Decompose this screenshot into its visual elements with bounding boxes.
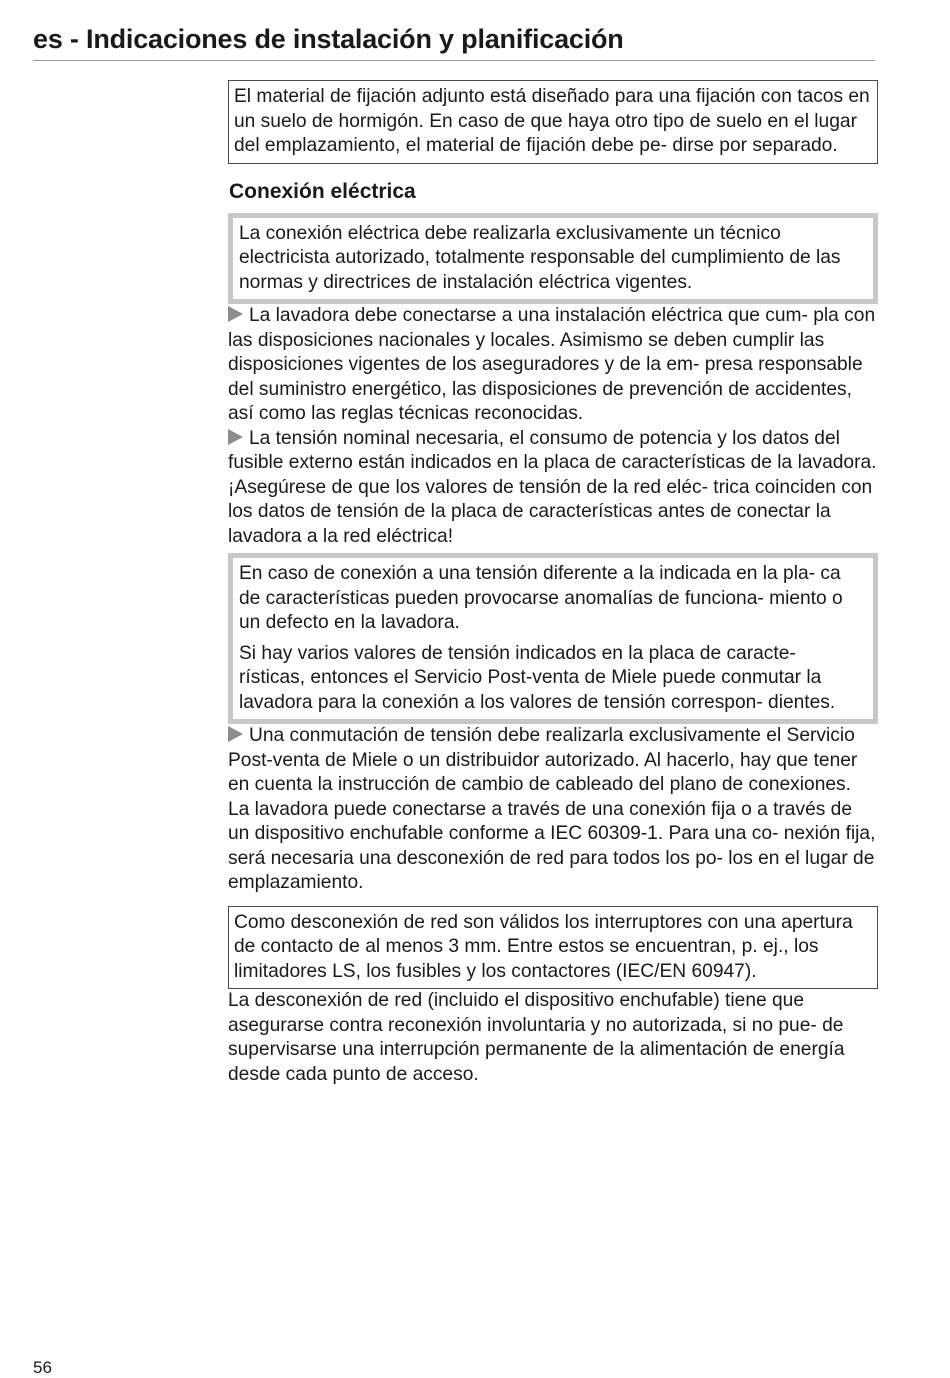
instruction-text: Una conmutación de tensión debe realizarla exclusivamente el Servicio Post-venta de Miele o un distribuidor autorizado. Al hacerlo, hay que tener en cuenta la instrucción de cambio de cableado del plano de conexiones.	[228, 725, 858, 795]
arrow-right-icon	[228, 306, 243, 322]
instruction-item	[228, 427, 878, 550]
electrician-warning-box	[228, 213, 878, 305]
warning-text: La conexión eléctrica debe realizarla exclusivamente un técnico electricista autorizado, totalmente responsable del cumplimiento de las normas y directrices de instalación eléctrica vigentes.	[239, 222, 841, 293]
instruction-text: La tensión nominal necesaria, el consumo de potencia y los datos del fusible externo están indicados en la placa de características de la lavadora. ¡Asegúrese de que los valores de tensión de la red eléc- trica coinciden con los datos de tensión de la placa de características antes de conectar la lavadora a la red eléctrica!	[228, 427, 877, 547]
main-content	[228, 80, 878, 1087]
instruction-item	[228, 304, 878, 427]
disconnect-note	[228, 906, 878, 990]
instruction-item	[228, 724, 878, 798]
arrow-right-icon	[228, 429, 243, 445]
voltage-warning-box	[228, 553, 878, 724]
note-text: Como desconexión de red son válidos los interruptores con una apertura de contacto de al menos 3 mm. Entre estos se encuentran, p. ej., los limitadores LS, los fusibles y los contactores (IEC/EN 60947).	[234, 911, 853, 982]
section-heading: Conexión eléctrica	[229, 179, 416, 203]
body-paragraph: La lavadora puede conectarse a través de una conexión fija o a través de un dispositivo enchufable conforme a IEC 60309-1. Para una co- nexión fija, será necesaria una desconexión de red para todos los po- los en el lugar de emplazamiento.	[228, 798, 876, 893]
page-number: 56	[33, 1358, 52, 1377]
note-text: El material de fijación adjunto está diseñado para una fijación con tacos en un suelo de hormigón. En caso de que haya otro tipo de suelo en el lugar del emplazamiento, el material de fijación debe pe- dirse por separado.	[234, 86, 870, 156]
title-divider	[33, 60, 875, 61]
body-paragraph: La desconexión de red (incluido el dispositivo enchufable) tiene que asegurarse contra reconexión involuntaria y no autorizada, si no pue- de supervisarse una interrupción permanente de la alimentación de energía desde cada punto de acceso.	[228, 990, 845, 1085]
instruction-text: La lavadora debe conectarse a una instalación eléctrica que cum- pla con las disposiciones nacionales y locales. Asimismo se deben cumplir las disposiciones vigentes de los aseguradores y de la em- presa responsable del suministro energético, las disposiciones de prevención de accidentes, así como las reglas técnicas reconocidas.	[228, 305, 876, 424]
page-title: es - Indicaciones de instalación y planificación	[33, 24, 624, 54]
warning-text: En caso de conexión a una tensión diferente a la indicada en la pla- ca de características pueden provocarse anomalías de funciona- miento o un defecto en la lavadora.	[239, 563, 843, 633]
arrow-right-icon	[228, 726, 243, 742]
fixing-material-note	[228, 80, 878, 164]
warning-text: Si hay varios valores de tensión indicados en la placa de caracte- rísticas, entonces el Servicio Post-venta de Miele puede conmutar la lavadora para la conexión a los valores de tensión correspon- dientes.	[239, 642, 836, 713]
